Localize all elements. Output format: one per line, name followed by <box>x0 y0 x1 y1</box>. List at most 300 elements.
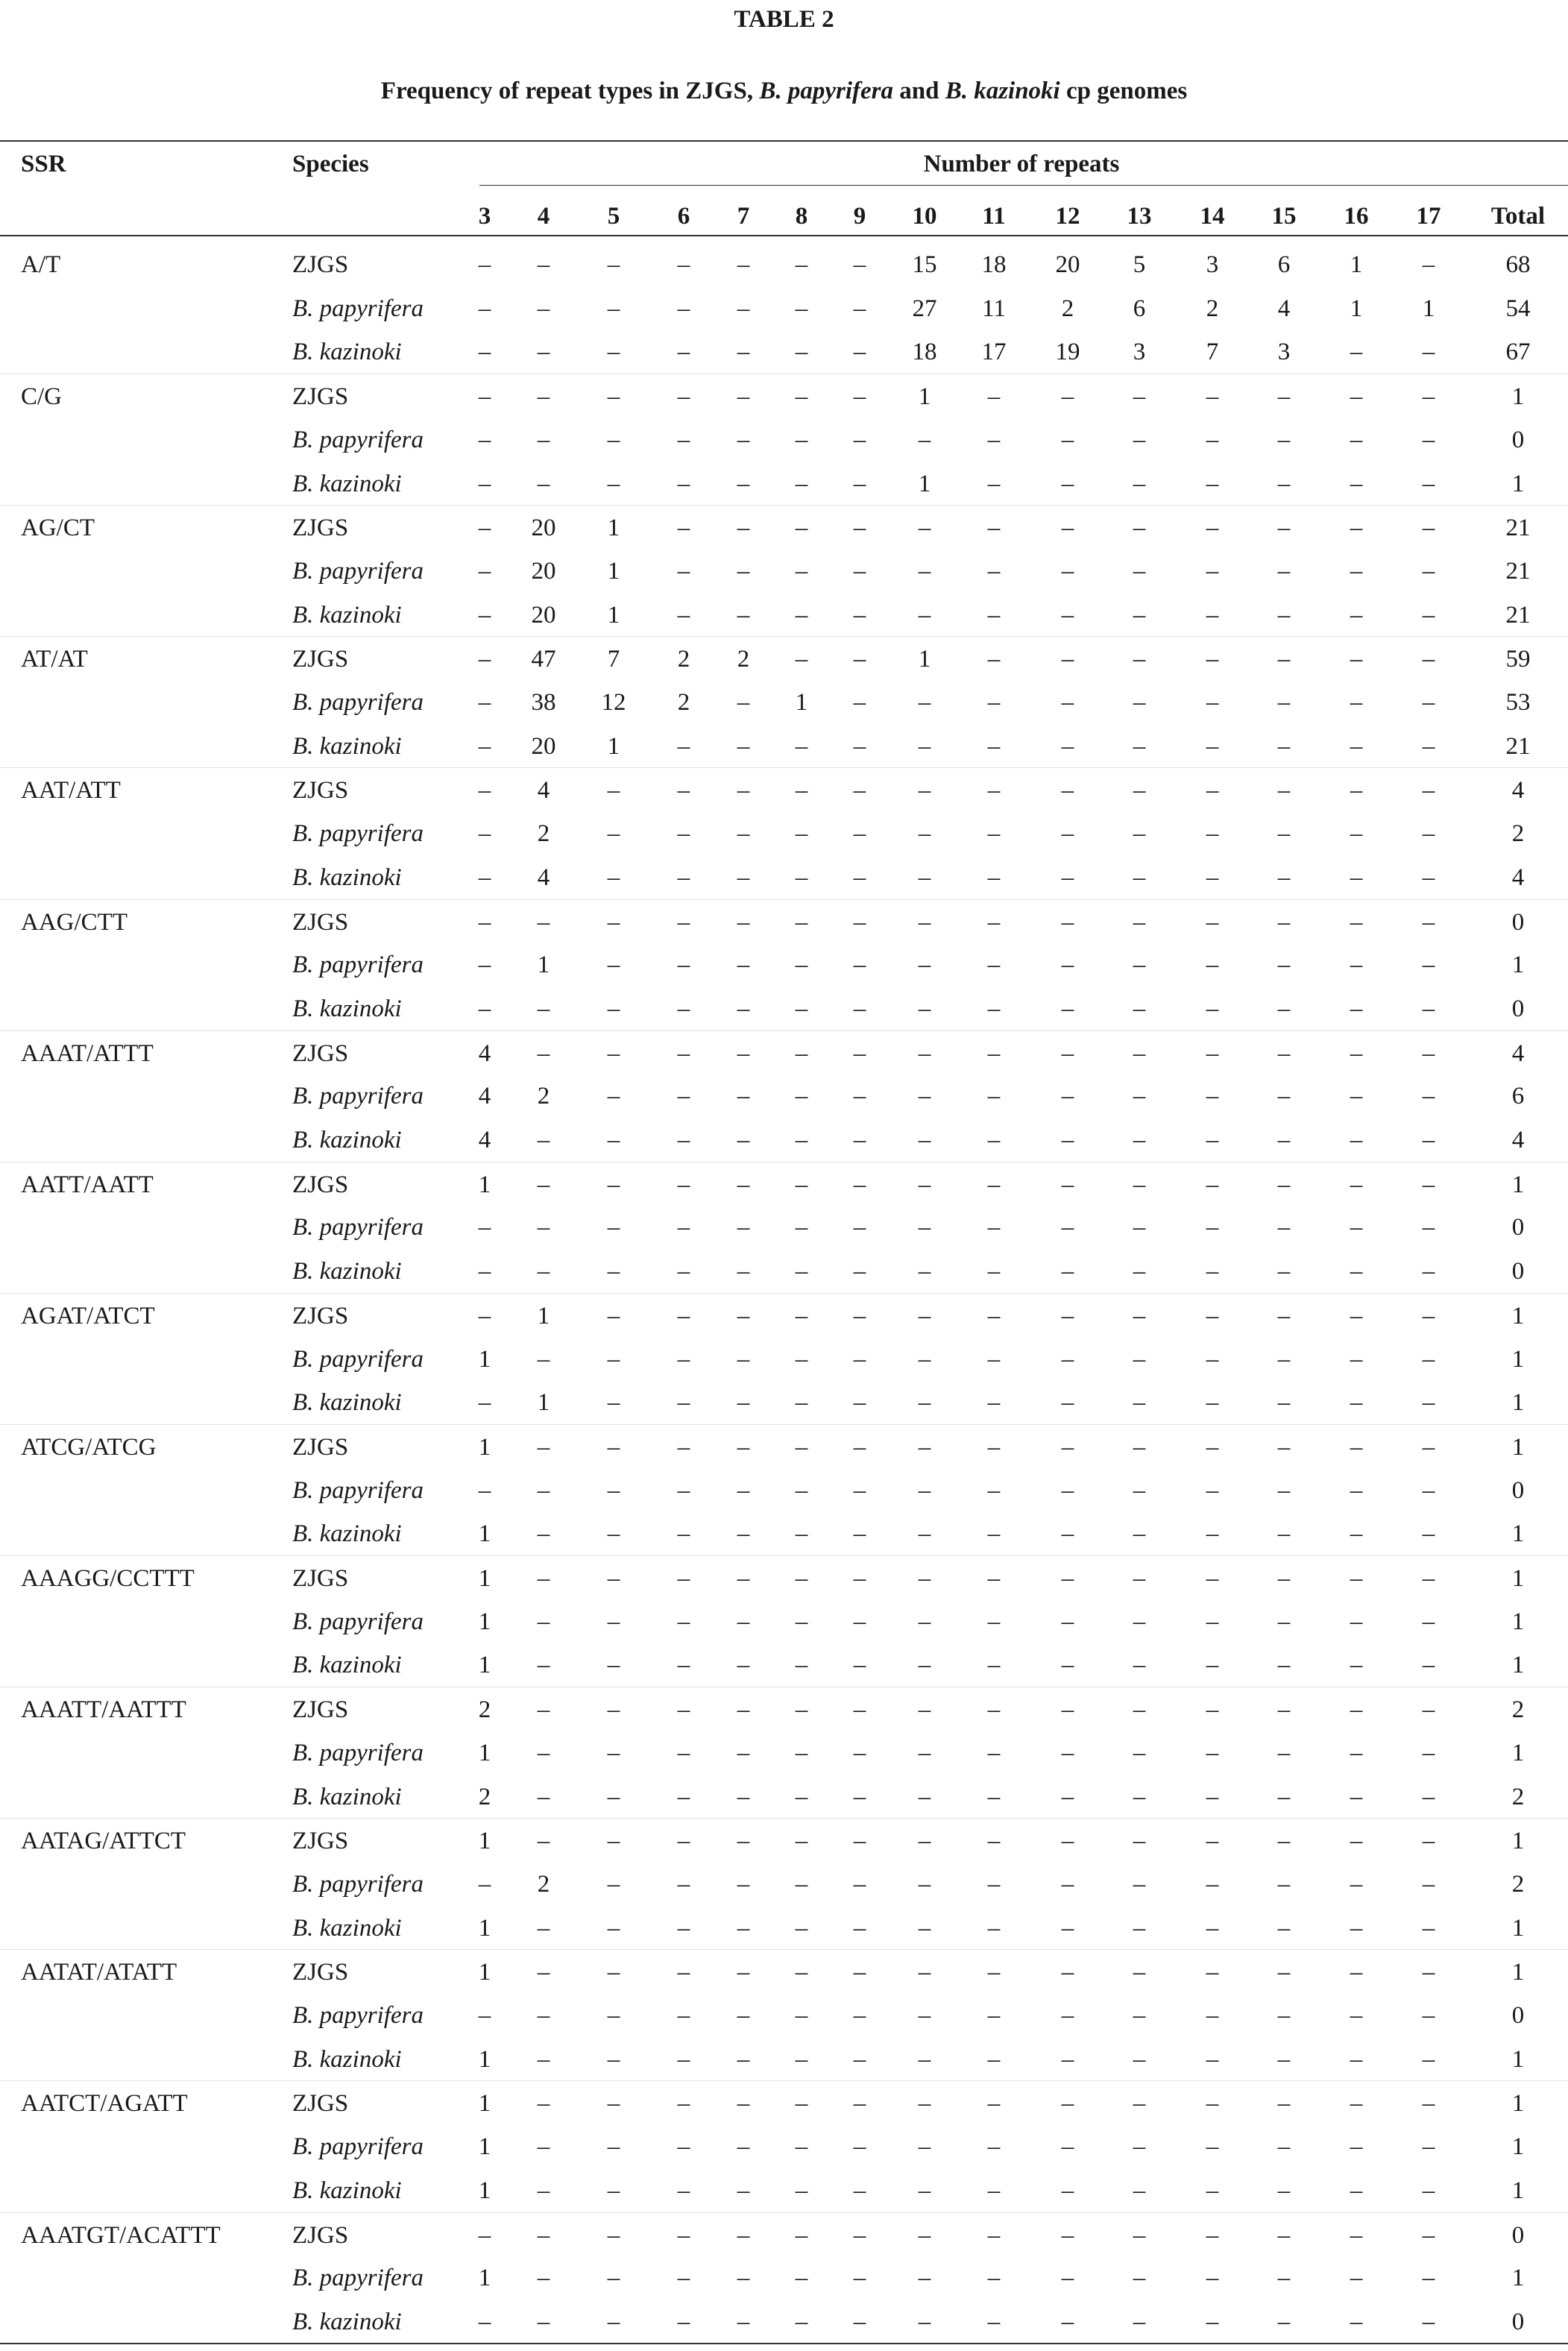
count-cell: – <box>987 995 1001 1022</box>
count-cell: – <box>795 1696 808 1724</box>
count-cell: – <box>537 1258 550 1285</box>
species-cell: B. kazinoki <box>292 339 402 366</box>
count-cell: – <box>1133 908 1146 936</box>
count-cell: – <box>1133 383 1146 411</box>
count-cell: – <box>795 1608 808 1635</box>
count-cell: – <box>1277 601 1291 629</box>
count-cell: – <box>853 1171 866 1198</box>
count-cell: – <box>1133 2045 1146 2073</box>
count-cell: – <box>737 2308 750 2335</box>
species-cell: B. kazinoki <box>292 1914 402 1942</box>
count-cell: – <box>853 1039 866 1067</box>
count-cell: – <box>537 2221 550 2249</box>
count-cell: – <box>1206 2090 1219 2118</box>
species-cell: ZJGS <box>292 777 349 805</box>
count-cell: – <box>1277 1214 1291 1241</box>
count-cell: – <box>795 1783 808 1810</box>
count-cell: – <box>1350 2221 1363 2249</box>
count-cell: – <box>677 951 690 979</box>
count-cell: – <box>677 1345 690 1373</box>
count-cell: – <box>1277 426 1291 453</box>
count-cell: – <box>853 1083 866 1110</box>
count-cell: – <box>795 2133 808 2161</box>
count-cell: – <box>478 514 491 542</box>
count-cell: – <box>853 383 866 411</box>
count-cell: – <box>1350 1476 1363 1504</box>
repeats-group-header: Number of repeats <box>923 151 1120 177</box>
count-cell: – <box>1422 1652 1435 1679</box>
count-cell: – <box>1206 1214 1219 1241</box>
count-cell: – <box>1422 1608 1435 1635</box>
count-cell: 3 <box>1277 339 1291 366</box>
count-cell: – <box>537 251 550 278</box>
count-cell: 1 <box>478 1171 491 1198</box>
count-cell: – <box>1133 2133 1146 2161</box>
count-cell: – <box>918 689 931 716</box>
count-cell: – <box>918 2221 931 2249</box>
count-cell: – <box>1350 1039 1363 1067</box>
count-cell: – <box>607 1652 620 1679</box>
count-cell: 4 <box>537 863 550 891</box>
count-cell: – <box>795 1127 808 1154</box>
count-cell: – <box>795 1520 808 1548</box>
count-cell: – <box>795 295 808 322</box>
caption-species-2: B. kazinoki <box>945 78 1060 104</box>
count-cell: 1 <box>1422 295 1435 322</box>
count-cell: – <box>537 1783 550 1810</box>
count-cell: – <box>537 2308 550 2335</box>
count-cell: – <box>737 777 750 805</box>
count-cell: – <box>607 2177 620 2204</box>
count-cell: – <box>1277 1302 1291 1329</box>
total-cell: 1 <box>1511 1389 1525 1417</box>
count-cell: – <box>1206 1345 1219 1373</box>
count-cell: – <box>918 1127 931 1154</box>
count-cell: – <box>1277 1828 1291 1855</box>
total-cell: 67 <box>1505 339 1531 366</box>
count-cell: – <box>1206 1171 1219 1198</box>
species-cell: B. papyrifera <box>292 1608 424 1635</box>
count-cell: – <box>1133 2090 1146 2118</box>
count-cell: – <box>737 383 750 411</box>
count-cell: – <box>918 1696 931 1724</box>
count-cell: – <box>1350 2265 1363 2292</box>
count-cell: – <box>737 951 750 979</box>
count-cell: – <box>478 426 491 453</box>
species-cell: B. papyrifera <box>292 557 424 585</box>
count-cell: – <box>1061 514 1074 542</box>
count-cell: – <box>1206 2133 1219 2161</box>
count-cell: 1 <box>795 689 808 716</box>
count-cell: – <box>1277 1389 1291 1417</box>
count-cell: – <box>918 1652 931 1679</box>
count-cell: – <box>1350 514 1363 542</box>
count-cell: – <box>537 2177 550 2204</box>
total-cell: 68 <box>1505 251 1531 278</box>
count-cell: – <box>987 1870 1001 1898</box>
count-cell: – <box>607 470 620 497</box>
table-row <box>0 724 1568 767</box>
count-cell: – <box>1133 995 1146 1022</box>
count-cell: – <box>853 2002 866 2029</box>
count-cell: – <box>853 1739 866 1766</box>
count-cell: – <box>1422 1345 1435 1373</box>
count-cell: – <box>918 1739 931 1766</box>
table-row <box>0 636 1568 680</box>
count-cell: – <box>987 426 1001 453</box>
ssr-header: SSR <box>21 151 66 177</box>
total-cell: 1 <box>1511 1652 1525 1679</box>
total-cell: 1 <box>1511 1302 1525 1329</box>
species-cell: B. papyrifera <box>292 2133 424 2161</box>
count-cell: – <box>795 732 808 760</box>
count-cell: – <box>795 2265 808 2292</box>
count-cell: – <box>1422 1433 1435 1461</box>
count-cell: 4 <box>537 777 550 805</box>
table-row <box>0 986 1568 1030</box>
count-cell: – <box>737 2265 750 2292</box>
count-cell: – <box>537 1959 550 1986</box>
count-cell: – <box>737 601 750 629</box>
count-cell: – <box>795 426 808 453</box>
count-cell: – <box>987 2308 1001 2335</box>
count-cell: – <box>853 1476 866 1504</box>
species-cell: ZJGS <box>292 2090 349 2118</box>
count-cell: – <box>537 1127 550 1154</box>
count-cell: – <box>1061 2308 1074 2335</box>
count-cell: 1 <box>478 2265 491 2292</box>
count-cell: – <box>1422 2090 1435 2118</box>
count-cell: – <box>537 1433 550 1461</box>
count-cell: – <box>1422 863 1435 891</box>
count-cell: – <box>737 1696 750 1724</box>
species-cell: ZJGS <box>292 251 349 278</box>
count-cell: – <box>987 820 1001 848</box>
count-cell: – <box>478 1258 491 1285</box>
count-cell: – <box>853 1565 866 1592</box>
count-cell: – <box>1133 1959 1146 1986</box>
count-cell: – <box>853 1828 866 1855</box>
repeat-column-header: 16 <box>1344 203 1369 230</box>
count-cell: – <box>737 251 750 278</box>
count-cell: – <box>1277 777 1291 805</box>
count-cell: – <box>1133 1476 1146 1504</box>
count-cell: – <box>1350 820 1363 848</box>
count-cell: – <box>1277 1608 1291 1635</box>
count-cell: – <box>677 557 690 585</box>
total-cell: 1 <box>1511 1608 1525 1635</box>
count-cell: – <box>478 732 491 760</box>
count-cell: – <box>1422 1959 1435 1986</box>
count-cell: – <box>1350 557 1363 585</box>
count-cell: – <box>1422 601 1435 629</box>
count-cell: – <box>607 820 620 848</box>
count-cell: – <box>607 1696 620 1724</box>
species-cell: B. kazinoki <box>292 1783 402 1810</box>
count-cell: – <box>853 1302 866 1329</box>
count-cell: – <box>1422 1302 1435 1329</box>
count-cell: – <box>1133 732 1146 760</box>
count-cell: – <box>478 2002 491 2029</box>
count-cell: – <box>478 1302 491 1329</box>
count-cell: 4 <box>1277 295 1291 322</box>
total-cell: 21 <box>1505 514 1531 542</box>
count-cell: – <box>918 1214 931 1241</box>
count-cell: – <box>795 1171 808 1198</box>
count-cell: – <box>987 863 1001 891</box>
count-cell: 1 <box>537 1389 550 1417</box>
count-cell: – <box>478 2308 491 2335</box>
count-cell: 2 <box>537 1083 550 1110</box>
count-cell: – <box>853 1914 866 1942</box>
count-cell: – <box>795 1959 808 1986</box>
count-cell: – <box>607 995 620 1022</box>
count-cell: – <box>795 2090 808 2118</box>
count-cell: – <box>478 295 491 322</box>
count-cell: – <box>537 1171 550 1198</box>
count-cell: – <box>1350 1345 1363 1373</box>
count-cell: 2 <box>1206 295 1219 322</box>
count-cell: – <box>1061 2002 1074 2029</box>
count-cell: – <box>607 1959 620 1986</box>
table-row <box>0 242 1568 286</box>
count-cell: – <box>795 557 808 585</box>
total-cell: 1 <box>1511 1828 1525 1855</box>
count-cell: – <box>607 1302 620 1329</box>
count-cell: – <box>737 426 750 453</box>
count-cell: 1 <box>478 2177 491 2204</box>
count-cell: – <box>795 2002 808 2029</box>
count-cell: – <box>1206 1870 1219 1898</box>
count-cell: – <box>478 383 491 411</box>
count-cell: – <box>1133 1520 1146 1548</box>
count-cell: – <box>1206 777 1219 805</box>
count-cell: – <box>795 2045 808 2073</box>
count-cell: – <box>1133 2002 1146 2029</box>
count-cell: – <box>795 820 808 848</box>
count-cell: – <box>795 470 808 497</box>
count-cell: – <box>737 995 750 1022</box>
count-cell: – <box>918 426 931 453</box>
count-cell: – <box>677 2265 690 2292</box>
count-cell: – <box>737 339 750 366</box>
count-cell: 3 <box>1133 339 1146 366</box>
count-cell: – <box>987 601 1001 629</box>
count-cell: – <box>607 1433 620 1461</box>
count-cell: – <box>987 1258 1001 1285</box>
count-cell: – <box>607 908 620 936</box>
count-cell: 20 <box>531 514 556 542</box>
count-cell: – <box>1133 777 1146 805</box>
count-cell: – <box>1277 995 1291 1022</box>
count-cell: 12 <box>601 689 626 716</box>
count-cell: – <box>795 383 808 411</box>
count-cell: – <box>918 2133 931 2161</box>
species-cell: ZJGS <box>292 1959 349 1986</box>
count-cell: – <box>1133 514 1146 542</box>
total-cell: 1 <box>1511 1914 1525 1942</box>
count-cell: – <box>1061 1433 1074 1461</box>
table-row <box>0 1731 1568 1774</box>
count-cell: – <box>1350 995 1363 1022</box>
count-cell: – <box>795 951 808 979</box>
table-row <box>0 1380 1568 1423</box>
count-cell: – <box>853 1870 866 1898</box>
count-cell: – <box>1277 2265 1291 2292</box>
count-cell: – <box>795 908 808 936</box>
count-cell: – <box>737 1127 750 1154</box>
count-cell: – <box>607 1520 620 1548</box>
ssr-cell: AAATGT/ACATTT <box>21 2221 221 2249</box>
total-cell: 4 <box>1511 1127 1525 1154</box>
count-cell: 1 <box>478 2045 491 2073</box>
count-cell: – <box>853 2308 866 2335</box>
total-cell: 1 <box>1511 2133 1525 2161</box>
count-cell: – <box>918 1302 931 1329</box>
count-cell: – <box>795 1258 808 1285</box>
species-cell: B. kazinoki <box>292 863 402 891</box>
repeat-column-header: 13 <box>1127 203 1152 230</box>
count-cell: – <box>1350 1127 1363 1154</box>
count-cell: – <box>537 2045 550 2073</box>
count-cell: – <box>1350 1959 1363 1986</box>
count-cell: – <box>987 2177 1001 2204</box>
count-cell: – <box>1277 1083 1291 1110</box>
count-cell: – <box>1350 951 1363 979</box>
caption-species-1: B. papyrifera <box>759 78 893 104</box>
count-cell: – <box>1277 557 1291 585</box>
count-cell: – <box>1133 1696 1146 1724</box>
count-cell: – <box>1422 2221 1435 2249</box>
count-cell: – <box>677 2308 690 2335</box>
species-cell: B. kazinoki <box>292 601 402 629</box>
caption-text: Frequency of repeat types in ZJGS, <box>380 78 760 104</box>
count-cell: – <box>1422 1171 1435 1198</box>
table-row <box>0 1293 1568 1337</box>
count-cell: 1 <box>478 1433 491 1461</box>
species-header: Species <box>292 151 369 177</box>
count-cell: – <box>478 2221 491 2249</box>
count-cell: – <box>478 470 491 497</box>
count-cell: – <box>1061 1783 1074 1810</box>
count-cell: – <box>737 1345 750 1373</box>
count-cell: – <box>1277 2308 1291 2335</box>
count-cell: – <box>853 2177 866 2204</box>
count-cell: – <box>1350 646 1363 673</box>
count-cell: – <box>677 470 690 497</box>
header-row-2 <box>0 194 1568 237</box>
table-row <box>0 1643 1568 1686</box>
count-cell: – <box>918 1565 931 1592</box>
table-row <box>0 1511 1568 1555</box>
count-cell: – <box>1061 557 1074 585</box>
count-cell: – <box>1061 470 1074 497</box>
ssr-cell: C/G <box>21 383 63 411</box>
species-cell: ZJGS <box>292 1828 349 1855</box>
count-cell: – <box>918 2045 931 2073</box>
count-cell: – <box>478 557 491 585</box>
ssr-cell: AATAT/ATATT <box>21 1959 177 1986</box>
count-cell: – <box>1133 951 1146 979</box>
repeat-column-header: 12 <box>1055 203 1080 230</box>
species-cell: B. papyrifera <box>292 689 424 716</box>
count-cell: – <box>987 1476 1001 1504</box>
count-cell: – <box>478 1214 491 1241</box>
count-cell: – <box>1350 1520 1363 1548</box>
count-cell: – <box>1061 383 1074 411</box>
bottom-rule <box>0 2343 1568 2344</box>
count-cell: – <box>1133 1258 1146 1285</box>
count-cell: – <box>677 426 690 453</box>
count-cell: – <box>853 1696 866 1724</box>
repeat-column-header: 4 <box>537 203 550 230</box>
count-cell: – <box>853 1608 866 1635</box>
count-cell: – <box>853 514 866 542</box>
count-cell: – <box>537 2002 550 2029</box>
count-cell: – <box>853 1127 866 1154</box>
count-cell: – <box>918 732 931 760</box>
count-cell: 18 <box>912 339 937 366</box>
count-cell: – <box>1422 777 1435 805</box>
count-cell: – <box>918 1476 931 1504</box>
count-cell: – <box>853 689 866 716</box>
count-cell: – <box>1422 1914 1435 1942</box>
count-cell: – <box>677 2090 690 2118</box>
count-cell: – <box>607 1127 620 1154</box>
count-cell: – <box>478 689 491 716</box>
count-cell: – <box>677 1258 690 1285</box>
count-cell: 2 <box>537 1870 550 1898</box>
count-cell: – <box>537 1476 550 1504</box>
count-cell: – <box>1061 820 1074 848</box>
count-cell: – <box>1133 1652 1146 1679</box>
table-row <box>0 2124 1568 2168</box>
count-cell: – <box>1061 1652 1074 1679</box>
count-cell: – <box>607 777 620 805</box>
count-cell: – <box>1350 426 1363 453</box>
count-cell: – <box>537 1214 550 1241</box>
count-cell: – <box>987 1083 1001 1110</box>
count-cell: 2 <box>537 820 550 848</box>
count-cell: – <box>1133 2221 1146 2249</box>
count-cell: – <box>1133 1039 1146 1067</box>
count-cell: – <box>1422 1039 1435 1067</box>
table-row <box>0 2212 1568 2256</box>
count-cell: – <box>987 1520 1001 1548</box>
count-cell: – <box>607 1608 620 1635</box>
count-cell: – <box>1206 383 1219 411</box>
count-cell: – <box>987 1914 1001 1942</box>
count-cell: – <box>607 2308 620 2335</box>
total-cell: 2 <box>1511 1783 1525 1810</box>
count-cell: – <box>918 1345 931 1373</box>
count-cell: – <box>607 2221 620 2249</box>
count-cell: – <box>853 1959 866 1986</box>
count-cell: – <box>987 951 1001 979</box>
count-cell: – <box>478 820 491 848</box>
count-cell: – <box>1206 1959 1219 1986</box>
count-cell: – <box>987 1959 1001 1986</box>
count-cell: – <box>1350 2002 1363 2029</box>
count-cell: – <box>1061 1389 1074 1417</box>
count-cell: – <box>987 1389 1001 1417</box>
count-cell: 6 <box>1133 295 1146 322</box>
count-cell: – <box>795 1214 808 1241</box>
count-cell: – <box>1350 1696 1363 1724</box>
count-cell: – <box>537 1914 550 1942</box>
count-cell: – <box>1277 863 1291 891</box>
count-cell: – <box>853 1783 866 1810</box>
